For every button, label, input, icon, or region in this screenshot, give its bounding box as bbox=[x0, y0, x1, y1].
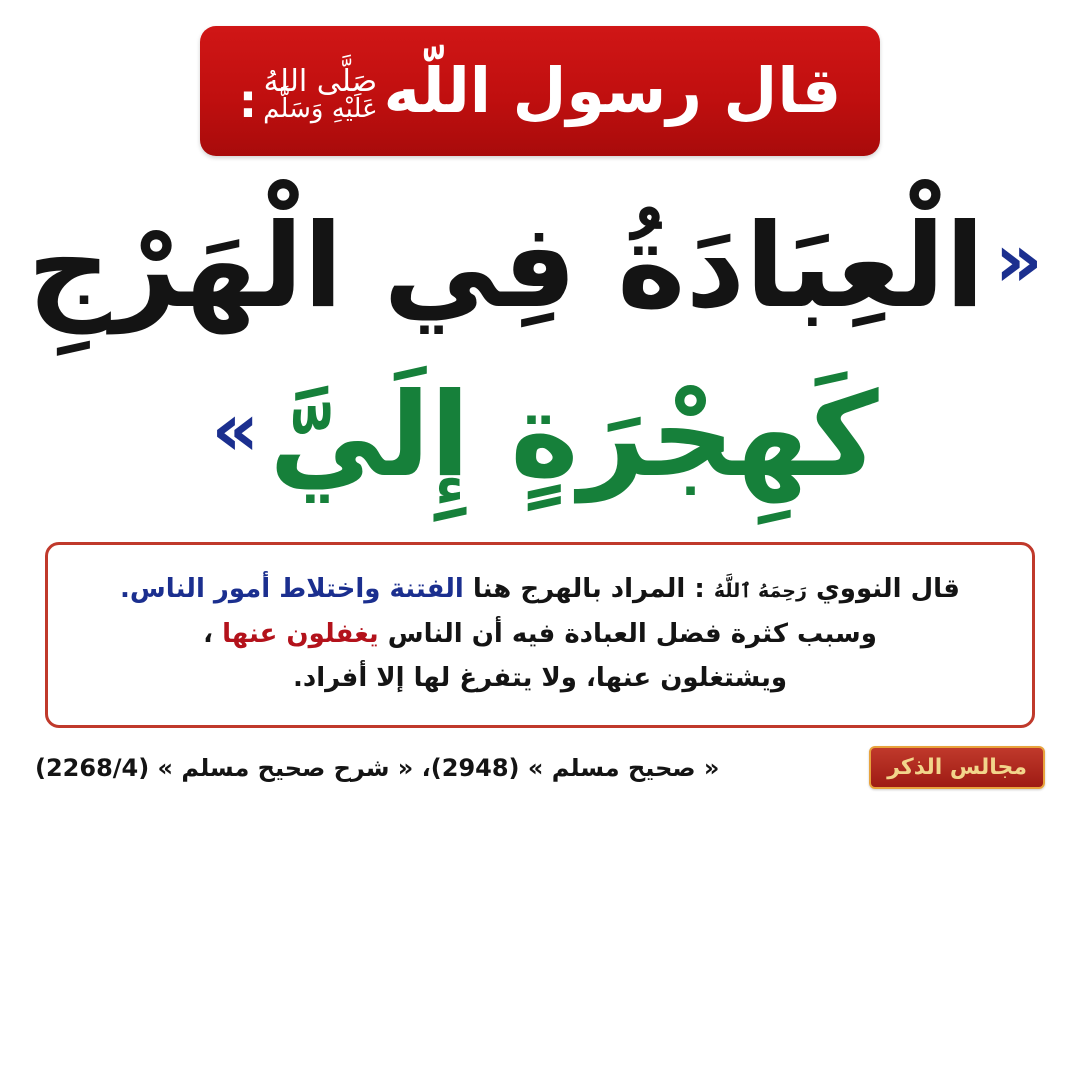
hadith-body bbox=[27, 166, 1045, 508]
footer bbox=[35, 746, 1045, 789]
hadith-text-line-1: الْعِبَادَةُ فِي الْهَرْجِ bbox=[27, 199, 985, 334]
open-quote-mark: « bbox=[994, 217, 1043, 304]
channel-badge: مجالس الذكر bbox=[869, 746, 1045, 789]
explanation-line-2-part-a: وسبب كثرة فضل العبادة فيه أن الناس bbox=[387, 618, 877, 649]
explanation-line-1-part-a: قال النووي bbox=[815, 574, 960, 604]
explanation-line-2-highlight: يغفلون عنها bbox=[222, 618, 379, 649]
explanation-line-2-part-b: ، bbox=[203, 618, 213, 649]
explanation-box bbox=[45, 542, 1035, 728]
hadith-line-2 bbox=[35, 363, 1045, 508]
explanation-line-1-part-b: : المراد بالهرج هنا bbox=[472, 574, 705, 604]
hadith-text-line-2: كَهِجْرَةٍ إِلَيَّ bbox=[269, 368, 879, 503]
explanation-line-1-highlight: الفتنة واختلاط أمور الناس. bbox=[120, 574, 464, 604]
header-inner bbox=[219, 54, 861, 128]
hadith-line-1 bbox=[27, 194, 1045, 339]
header-title: قال رسول اللّه bbox=[383, 54, 842, 127]
explanation-line-1 bbox=[76, 567, 1004, 612]
close-quote-mark: » bbox=[211, 386, 260, 473]
header-colon: : bbox=[238, 74, 258, 128]
source-reference: « صحيح مسلم » (2948)، « شرح صحيح مسلم » (2268/4) bbox=[35, 753, 720, 782]
explanation-line-3: ويشتغلون عنها، ولا يتفرغ لها إلا أفراد. bbox=[292, 663, 787, 694]
salawat-line-1: صَلَّى اللهُ bbox=[263, 64, 378, 100]
salawat-glyph bbox=[263, 64, 378, 124]
header-banner bbox=[200, 26, 880, 156]
explanation-line-2 bbox=[76, 612, 1004, 657]
salawat-line-2: عَلَيْهِ وَسَلَّم bbox=[263, 93, 378, 124]
rahimahullah-glyph: رَحِمَهُ ٱللَّهُ bbox=[713, 580, 807, 602]
